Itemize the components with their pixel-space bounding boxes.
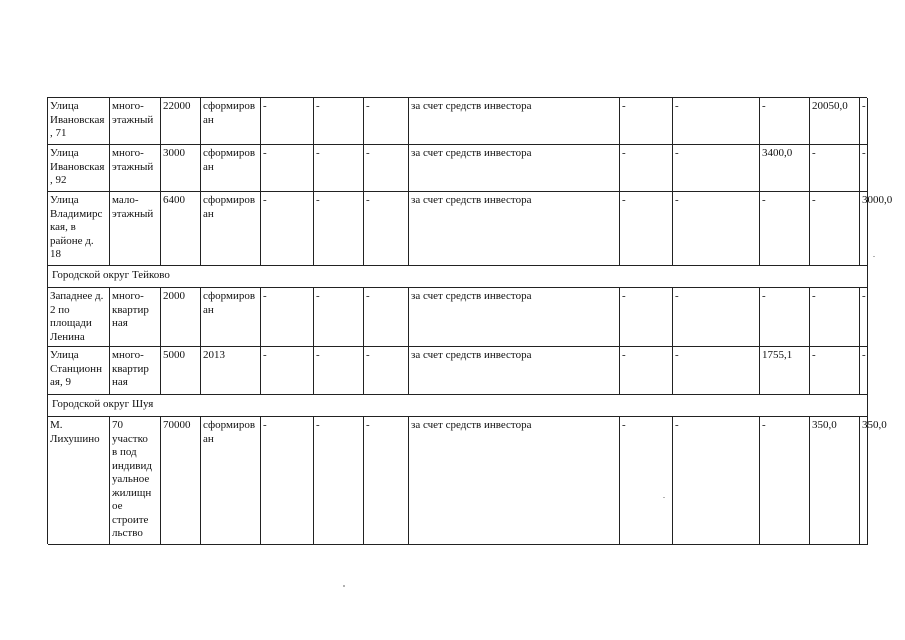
table-cell: - [364, 347, 409, 395]
table-cell: - [673, 417, 760, 545]
table-cell: - [620, 145, 673, 192]
table-cell: сформиров ан [201, 417, 261, 545]
table-cell: - [673, 98, 760, 145]
table-cell: - [261, 145, 314, 192]
table-cell: 70000 [161, 417, 201, 545]
table-cell: 1755,1 [760, 347, 810, 395]
data-table [47, 97, 893, 544]
table-cell: - [314, 98, 364, 145]
table-cell: - [760, 192, 810, 266]
table-cell: - [810, 288, 860, 347]
table-cell: - [261, 417, 314, 545]
table-cell: 2013 [201, 347, 261, 395]
table-cell: - [620, 347, 673, 395]
table-cell: - [810, 347, 860, 395]
table-cell: - [673, 192, 760, 266]
table-cell: Улица Ивановская , 71 [48, 98, 110, 145]
table-cell: 70 участко в под индивид уальное жилищн ое строите льство [110, 417, 161, 545]
table-cell: сформиров ан [201, 145, 261, 192]
table-cell: Улица Ивановская , 92 [48, 145, 110, 192]
table-cell: - [364, 288, 409, 347]
table-cell: - [810, 192, 860, 266]
table-cell: 3400,0 [760, 145, 810, 192]
scan-speck [343, 585, 345, 587]
table-cell: - [860, 98, 868, 145]
table-cell: - [261, 347, 314, 395]
table-cell: - [364, 145, 409, 192]
table-cell: - [364, 192, 409, 266]
table-cell: - [860, 288, 868, 347]
table-cell: М. Лихушино [48, 417, 110, 545]
table-cell: - [673, 347, 760, 395]
table-cell: 5000 [161, 347, 201, 395]
table-cell: - [261, 192, 314, 266]
table-cell: 2000 [161, 288, 201, 347]
table-cell: Западнее д. 2 по площади Ленина [48, 288, 110, 347]
table-cell: - [620, 288, 673, 347]
table-cell: - [364, 417, 409, 545]
scan-speck [663, 497, 665, 498]
table-cell: за счет средств инвестора [409, 98, 620, 145]
table-cell: Улица Станционн ая, 9 [48, 347, 110, 395]
table-cell: - [261, 288, 314, 347]
table-cell: - [314, 192, 364, 266]
table-cell: - [314, 347, 364, 395]
table-cell: - [673, 288, 760, 347]
table-cell: много- этажный [110, 98, 161, 145]
table-cell: - [810, 145, 860, 192]
table-cell: Улица Владимирс кая, в районе д. 18 [48, 192, 110, 266]
table-cell: за счет средств инвестора [409, 417, 620, 545]
table-cell: - [364, 98, 409, 145]
table-cell: за счет средств инвестора [409, 145, 620, 192]
table-cell: за счет средств инвестора [409, 192, 620, 266]
table-cell: много- квартир ная [110, 347, 161, 395]
table-cell: - [760, 417, 810, 545]
table-cell: 3000,0 [860, 192, 868, 266]
table-cell: - [673, 145, 760, 192]
table-cell: - [860, 145, 868, 192]
scan-speck [873, 256, 875, 257]
table-cell: - [314, 288, 364, 347]
table-cell: мало- этажный [110, 192, 161, 266]
table-cell: за счет средств инвестора [409, 347, 620, 395]
table-cell: много- этажный [110, 145, 161, 192]
table-cell: много- квартир ная [110, 288, 161, 347]
table-cell: - [620, 98, 673, 145]
table-cell: - [620, 192, 673, 266]
table-cell: 6400 [161, 192, 201, 266]
table-cell: 20050,0 [810, 98, 860, 145]
table-cell: сформиров ан [201, 98, 261, 145]
table-cell: 350,0 [810, 417, 860, 545]
table-cell: - [314, 145, 364, 192]
table-cell: - [860, 347, 868, 395]
table-cell: сформиров ан [201, 288, 261, 347]
table-cell: - [261, 98, 314, 145]
table-cell: за счет средств инвестора [409, 288, 620, 347]
table-cell: - [314, 417, 364, 545]
table-cell: 3000 [161, 145, 201, 192]
table-cell: сформиров ан [201, 192, 261, 266]
section-header-row: Городской округ Шуя [48, 395, 868, 417]
section-header-row: Городской округ Тейково [48, 266, 868, 288]
table-cell: 350,0 [860, 417, 868, 545]
table-cell: - [760, 98, 810, 145]
table-cell: - [760, 288, 810, 347]
table-cell: 22000 [161, 98, 201, 145]
table-cell: - [620, 417, 673, 545]
